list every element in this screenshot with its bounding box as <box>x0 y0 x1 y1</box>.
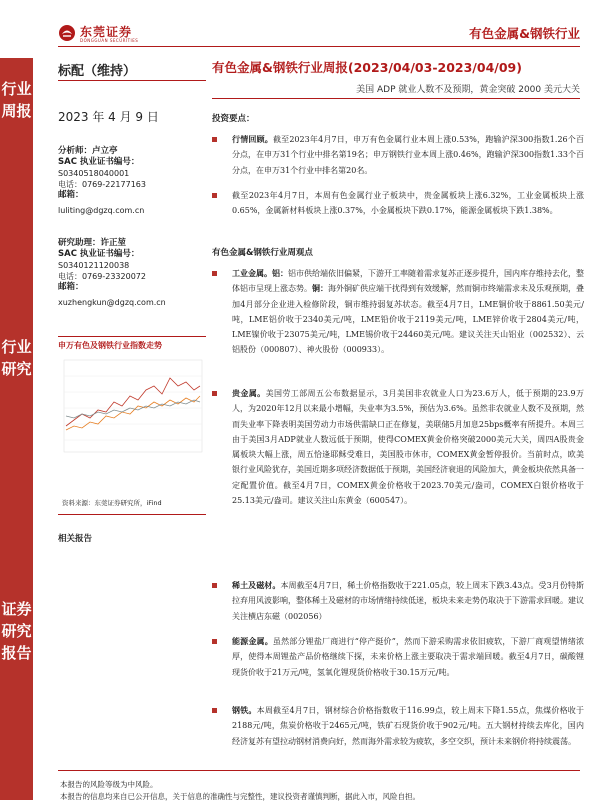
para-subhead-aluminum: 铝： <box>272 269 288 278</box>
report-title: 有色金属&钢铁行业周报(2023/04/03-2023/04/09) <box>212 60 522 75</box>
weekly-views-heading: 有色金属&钢铁行业周观点 <box>212 248 313 258</box>
para-head: 钢铁。 <box>232 706 257 715</box>
analyst-block <box>58 146 146 216</box>
brand-name: 东莞证券 <box>80 25 133 39</box>
logo-icon <box>58 24 76 42</box>
report-category: 有色金属&钢铁行业 <box>469 26 580 41</box>
related-divider <box>58 514 206 515</box>
bullet-icon <box>212 271 217 276</box>
bullet-icon <box>212 583 217 588</box>
left-band <box>0 58 33 800</box>
footer-divider <box>58 770 580 771</box>
analyst-license-label: SAC 执业证书编号： <box>58 157 140 167</box>
chart-source: 资料来源：东莞证券研究所，iFind <box>62 499 162 507</box>
analyst-license: S0340518040001 <box>58 169 130 178</box>
assistant-tel: 电话：0769-23320072 <box>58 272 146 281</box>
para-head: 稀土及磁材。 <box>232 581 281 590</box>
assistant-block <box>58 238 166 308</box>
band-label-securities: 证券研究报告 <box>1 600 32 662</box>
para-text: 截至2023年4月7日，本周有色金属行业子板块中，贵金属板块上涨6.32%，工业金属板块上涨0.65%，金属新材料板块上涨0.37%，小金属板块下跌0.17%，能源金属板块下跌1.38%。 <box>232 191 584 216</box>
band-label-weekly: 行业周报 <box>1 80 32 120</box>
para-text: 美国劳工部周五公布数据显示，3月美国非农就业人口为23.6万人，低于预期的23.9万人，为2020年12月以来最小增幅，失业率为3.5%，预估为3.6%。虽然非农就业人数不及预期，然而失业率下降表明美国劳动力市场供需缺口正在修复，美联储5月加息25bps概率有所提升。本周三由于美国3月ADP就业人数远低于预期，使得COMEX黄金价格突破2000美元大关，周四A股贵金属板块大幅上涨，周五恰逢耶稣受难日，美国股市休市，COMEX黄金暂停报价。当前时点，欧美银行业风险犹存，美国近期多项经济数据低于预期，美国经济衰退的风险加大，黄金板块依然具备一定配置价值。截至4月7日，COMEX黄金价格收于2023.70美元/盎司，COMEX白银价格收于25.13美元/盎司。建议关注山东黄金（600547）。 <box>232 389 585 506</box>
para-text: 截至2023年4月7日，申万有色金属行业本周上涨0.53%，跑输沪深300指数1.26个百分点，在申万31个行业中排名第19名；申万钢铁行业本周上涨0.46%，跑输沪深300指数1.33个百分点，在申万31个行业中排名第20名。 <box>232 135 584 175</box>
rating: 标配（维持） <box>58 64 137 79</box>
bullet-icon <box>212 391 217 396</box>
bullet-icon <box>212 708 217 713</box>
chart-top-divider <box>58 336 206 337</box>
assistant-license: S0340121120038 <box>58 261 130 270</box>
band-label-industry: 行业研究 <box>1 338 32 378</box>
para-text-aluminum: 铝市供给端依旧偏紧，下游开工率随着需求复苏正逐步提升，国内库存维持去化，整体铝市呈现上涨态势。 <box>232 269 584 294</box>
bullet-icon <box>212 193 217 198</box>
invest-points-heading: 投资要点： <box>212 114 255 124</box>
index-trend-chart <box>58 356 206 468</box>
assistant-license-label: SAC 执业证书编号： <box>58 249 140 259</box>
report-subtitle: 美国 ADP 就业人数不及预期，黄金突破 2000 美元大关 <box>356 85 580 95</box>
paragraph-energy-metals <box>212 634 584 694</box>
related-reports-label[interactable]: 相关报告 <box>58 534 93 544</box>
paragraph-precious-metals <box>212 386 584 566</box>
brand-subtitle: DONGGUAN SECURITIES <box>80 38 139 43</box>
assistant-name: 研究助理：许正堃 <box>58 238 127 248</box>
report-date: 2023 年 4 月 9 日 <box>58 110 159 124</box>
analyst-email[interactable]: luliting@dgzq.com.cn <box>58 206 145 215</box>
paragraph-rare-earth <box>212 578 584 628</box>
para-head: 行情回顾。 <box>232 135 273 144</box>
assistant-email-label: 邮箱： <box>58 282 84 292</box>
analyst-tel: 电话：0769-22177163 <box>58 180 146 189</box>
analyst-email-label: 邮箱： <box>58 190 84 200</box>
para-text: 虽然部分锂盐厂商进行“停产挺价”，然而下游采购需求依旧疲软，下游厂商观望情绪浓厚，使得本周锂盐产品价格继续下探，未来价格上涨主要取决于需求端回暖。截至4月7日，碳酸锂现货价收于21万元/吨，氢氧化锂现货价格收于30.15万元/吨。 <box>232 637 585 677</box>
paragraph-market-review <box>212 132 584 192</box>
footer-risk-level: 本报告的风险等级为中风险。 <box>60 780 158 789</box>
para-subhead-copper: 铜： <box>312 284 328 294</box>
bullet-icon <box>212 639 217 644</box>
title-divider <box>212 98 580 99</box>
footer-disclaimer: 本报告的信息均来自已公开信息，关于信息的准确性与完整性，建议投资者谨慎判断，据此入市，风险自担。 <box>60 792 420 801</box>
bullet-icon <box>212 137 217 142</box>
para-text: 本周截至4月7日，稀土价格指数收于221.05点，较上周末下跌3.43点。受3月份特斯拉弃用风波影响，整体稀土及磁材的市场情绪持续低迷，板块未来走势仍取决于下游需求回暖。建议关注横店东磁（002056） <box>232 581 585 621</box>
paragraph-steel <box>212 703 584 765</box>
paragraph-industrial-metals <box>212 266 584 376</box>
company-logo <box>58 22 158 46</box>
para-head: 能源金属。 <box>232 637 273 646</box>
para-head: 工业金属。 <box>232 269 272 278</box>
analyst-name: 分析师：卢立亭 <box>58 146 118 156</box>
assistant-email[interactable]: xuzhengkun@dgzq.com.cn <box>58 298 166 307</box>
chart-title: 申万有色及钢铁行业指数走势 <box>58 341 162 350</box>
para-head: 贵金属。 <box>232 389 266 398</box>
index-trend-chart-svg <box>58 356 206 468</box>
para-text: 本周截至4月7日，钢材综合价格指数收于116.99点，较上周末下降1.55点，焦煤价格收于2188元/吨，焦炭价格收于2465元/吨，铁矿石现货价收于902元/吨。五大钢材持续去库化，国内经济复苏有望拉动钢材消费向好，然而海外需求较为疲软，多空交织，预计未来钢价将持续震荡。 <box>232 706 585 746</box>
header-divider <box>58 46 580 47</box>
rating-divider <box>58 80 206 81</box>
para-text-copper: 海外铜矿供应端干扰得到有效缓解，然而铜市终端需求未及乐观预期，叠加4月部分企业进入检修阶段，铜市维持弱复苏状态。截至4月7日，LME铜价收于8861.50美元/吨，LME铝价收于2340美元/吨，LME铅价收于2119美元/吨，LME锌价收于2804美元/吨，LME镍价收于23075美元/吨，LME锡价收于24460美元/吨。建议关注天山铝业（002532）、云铝股份（000807）、神火股份（000933）。 <box>232 284 584 355</box>
paragraph-sub-sectors <box>212 188 584 238</box>
